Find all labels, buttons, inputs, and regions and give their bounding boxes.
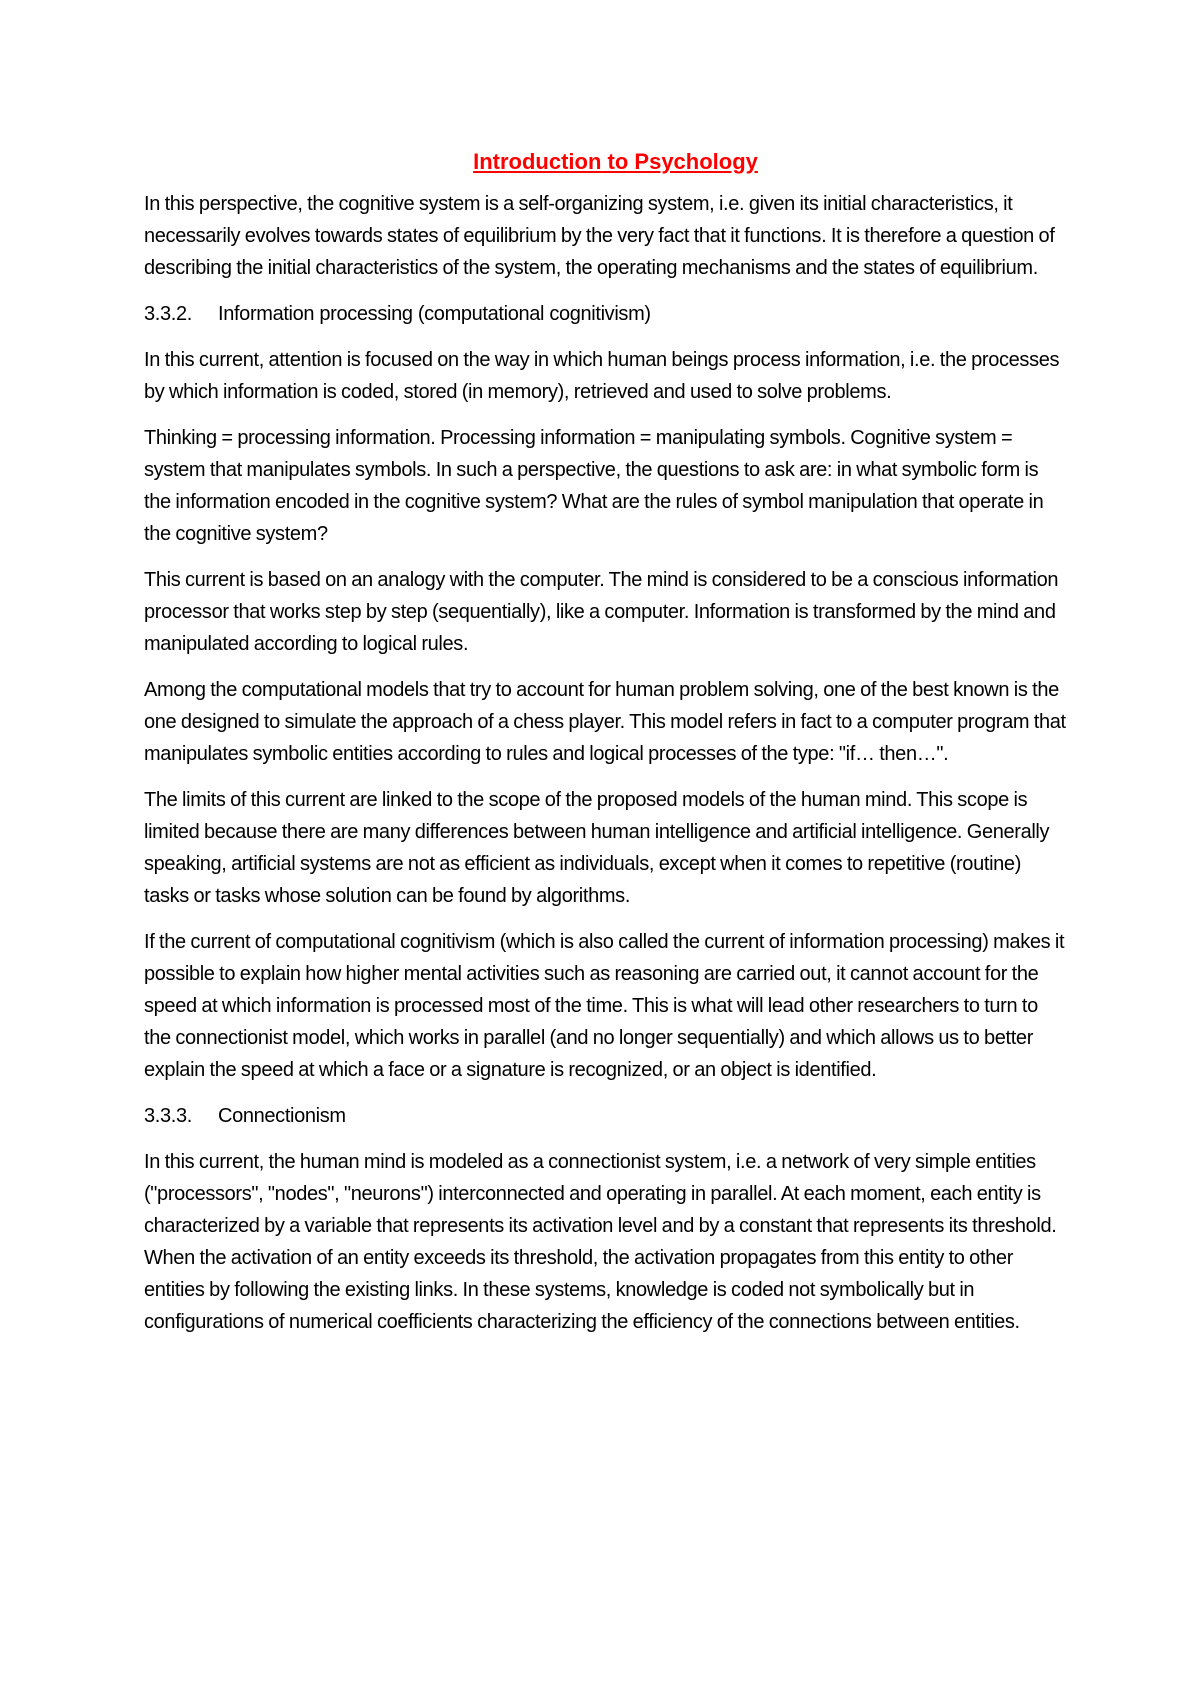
paragraph: If the current of computational cognitivism (which is also called the current of information processing) makes it possible to explain how higher mental activities such as reasoning are carried out, it cannot account for the speed at which information is processed most of the time. This is what will lead other researchers to turn to the connectionist model, which works in parallel (and no longer sequentially) and which allows us to better explain the speed at which a face or a signature is recognized, or an object is identified. (144, 931, 1065, 1081)
section-heading-3-3-2 (144, 298, 1069, 330)
section-number: 3.3.2. (144, 303, 192, 325)
paragraph: In this current, attention is focused on the way in which human beings process information, i.e. the processes by which information is coded, stored (in memory), retrieved and used to solve problems. (144, 349, 1060, 403)
section-title: Connectionism (218, 1105, 346, 1127)
section-title: Information processing (computational cognitivism) (218, 303, 651, 325)
document-body (144, 146, 1069, 1352)
paragraph: Thinking = processing information. Processing information = manipulating symbols. Cognitive system = system that manipulates symbols. In such a perspective, the questions to ask are: in what symbolic form is the information encoded in the cognitive system? What are the rules of symbol manipulation that operate in the cognitive system? (144, 427, 1044, 545)
paragraph: The limits of this current are linked to the scope of the proposed models of the human mind. This scope is limited because there are many differences between human intelligence and artificial intelligence. Generally speaking, artificial systems are not as efficient as individuals, except when it comes to repetitive (routine) tasks or tasks whose solution can be found by algorithms. (144, 789, 1050, 907)
paragraph: This current is based on an analogy with the computer. The mind is considered to be a conscious information processor that works step by step (sequentially), like a computer. Information is transformed by the mind and manipulated according to logical rules. (144, 569, 1059, 655)
section-heading-3-3-3 (144, 1100, 1069, 1132)
document-title: Introduction to Psychology (473, 149, 758, 174)
intro-paragraph: In this perspective, the cognitive system is a self-organizing system, i.e. given its initial characteristics, it necessarily evolves towards states of equilibrium by the very fact that it functions. It is therefore a question of describing the initial characteristics of the system, the operating mechanisms and the states of equilibrium. (144, 193, 1055, 279)
paragraph: Among the computational models that try to account for human problem solving, one of the best known is the one designed to simulate the approach of a chess player. This model refers in fact to a computer program that manipulates symbolic entities according to rules and logical processes of the type: "if… then…". (144, 679, 1066, 765)
paragraph: In this current, the human mind is modeled as a connectionist system, i.e. a network of very simple entities ("processors", "nodes", "neurons") interconnected and operating in parallel. At each moment, each entity is characterized by a variable that represents its activation level and by a constant that represents its threshold. When the activation of an entity exceeds its threshold, the activation propagates from this entity to other entities by following the existing links. In these systems, knowledge is coded not symbolically but in configurations of numerical coefficients characterizing the efficiency of the connections between entities. (144, 1151, 1057, 1333)
section-number: 3.3.3. (144, 1105, 192, 1127)
